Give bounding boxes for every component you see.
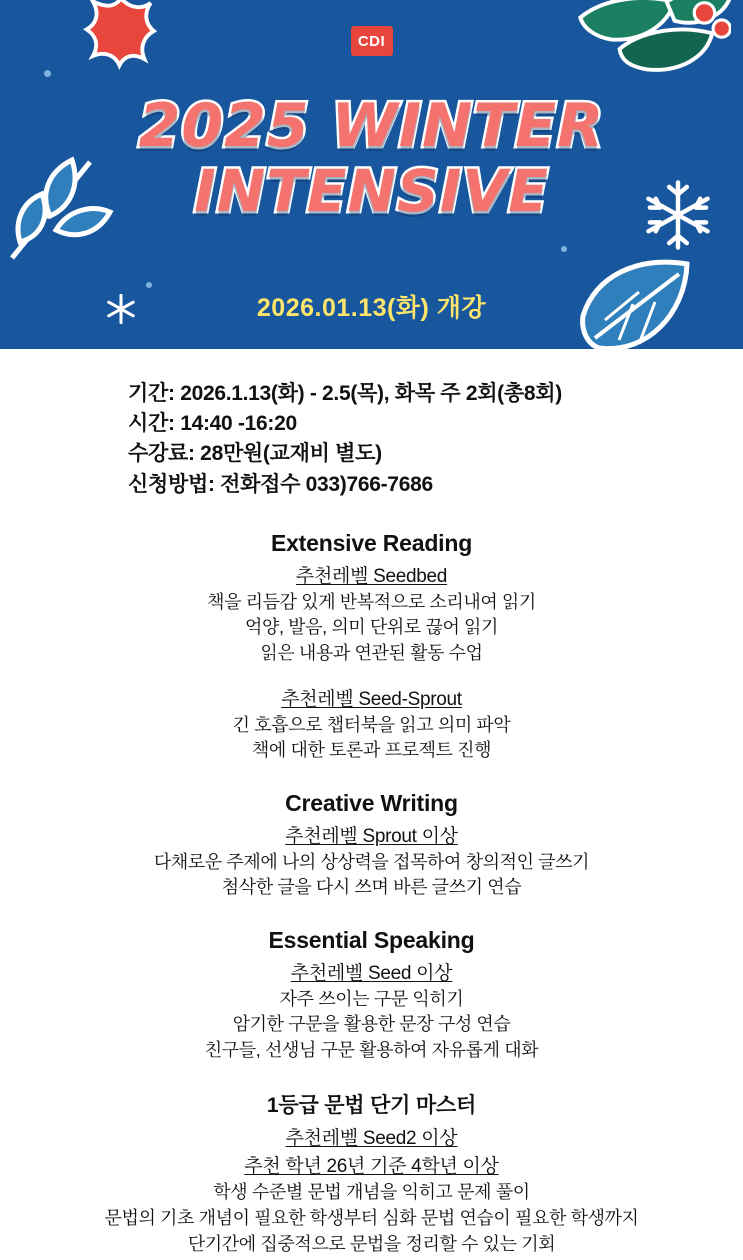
logo-text: CDI <box>357 32 386 50</box>
dot-decoration <box>561 246 567 252</box>
section-creative-writing <box>0 790 743 901</box>
section-detail: 암기한 구문을 활용한 문장 구성 연습 <box>232 1014 511 1035</box>
title-line-1: 2025 WINTER <box>138 91 605 161</box>
section-level: 추천레벨 Sprout 이상 <box>285 825 458 847</box>
section-level: 추천레벨 Seedbed <box>295 565 448 587</box>
info-line-fee: 수강료: 28만원(교재비 별도) <box>128 442 382 466</box>
section-detail: 책에 대한 토론과 프로젝트 진행 <box>251 740 492 761</box>
flower-icon <box>82 0 160 70</box>
page-title <box>0 91 743 225</box>
info-line-time: 시간: 14:40 -16:20 <box>128 412 297 436</box>
section-title: Essential Speaking <box>268 926 475 953</box>
section-detail: 긴 호흡으로 챕터북을 읽고 의미 파악 <box>232 714 511 735</box>
content-body <box>0 349 743 1257</box>
section-title: Extensive Reading <box>270 529 473 556</box>
course-sections <box>0 530 743 1257</box>
spacer <box>0 667 743 684</box>
title-line-2: INTENSIVE <box>194 157 549 225</box>
holly-icon <box>571 0 731 104</box>
section-extensive-reading <box>0 530 743 764</box>
section-detail: 학생 수준별 문법 개념을 익히고 문제 풀이 <box>213 1182 530 1203</box>
section-detail: 단기간에 집중적으로 문법을 정리할 수 있는 기회 <box>187 1233 556 1254</box>
info-block <box>0 379 743 500</box>
section-detail: 자주 쓰이는 구문 익히기 <box>279 988 464 1009</box>
hero-banner <box>0 0 743 349</box>
cdi-logo <box>351 26 393 56</box>
section-detail: 억양, 발음, 의미 단위로 끊어 읽기 <box>244 617 499 638</box>
section-grammar-master <box>0 1089 743 1257</box>
section-title: 1등급 문법 단기 마스터 <box>266 1094 477 1118</box>
section-grade: 추천 학년 26년 기준 4학년 이상 <box>244 1156 499 1178</box>
section-essential-speaking <box>0 927 743 1064</box>
section-level: 추천레벨 Seed 이상 <box>290 962 453 984</box>
info-line-apply: 신청방법: 전화접수 033)766-7686 <box>128 472 433 496</box>
section-level: 추천레벨 Seed2 이상 <box>285 1128 458 1150</box>
start-date: 2026.01.13(화) 개강 <box>256 294 487 322</box>
section-detail: 책을 리듬감 있게 반복적으로 소리내여 읽기 <box>207 591 536 612</box>
info-line-period: 기간: 2026.1.13(화) - 2.5(목), 화목 주 2회(총8회) <box>128 382 562 405</box>
section-detail: 읽은 내용과 연관된 활동 수업 <box>260 643 483 664</box>
section-title: Creative Writing <box>285 789 458 816</box>
section-detail: 친구들, 선생님 구문 활용하여 자유롭게 대화 <box>204 1039 539 1060</box>
section-detail: 다채로운 주제에 나의 상상력을 접목하여 창의적인 글쓰기 <box>153 851 590 872</box>
dot-decoration <box>44 70 51 77</box>
section-detail: 첨삭한 글을 다시 쓰며 바른 글쓰기 연습 <box>221 877 522 898</box>
section-level: 추천레벨 Seed-Sprout <box>281 688 462 710</box>
section-detail: 문법의 기초 개념이 필요한 학생부터 심화 문법 연습이 필요한 학생까지 <box>104 1207 639 1228</box>
